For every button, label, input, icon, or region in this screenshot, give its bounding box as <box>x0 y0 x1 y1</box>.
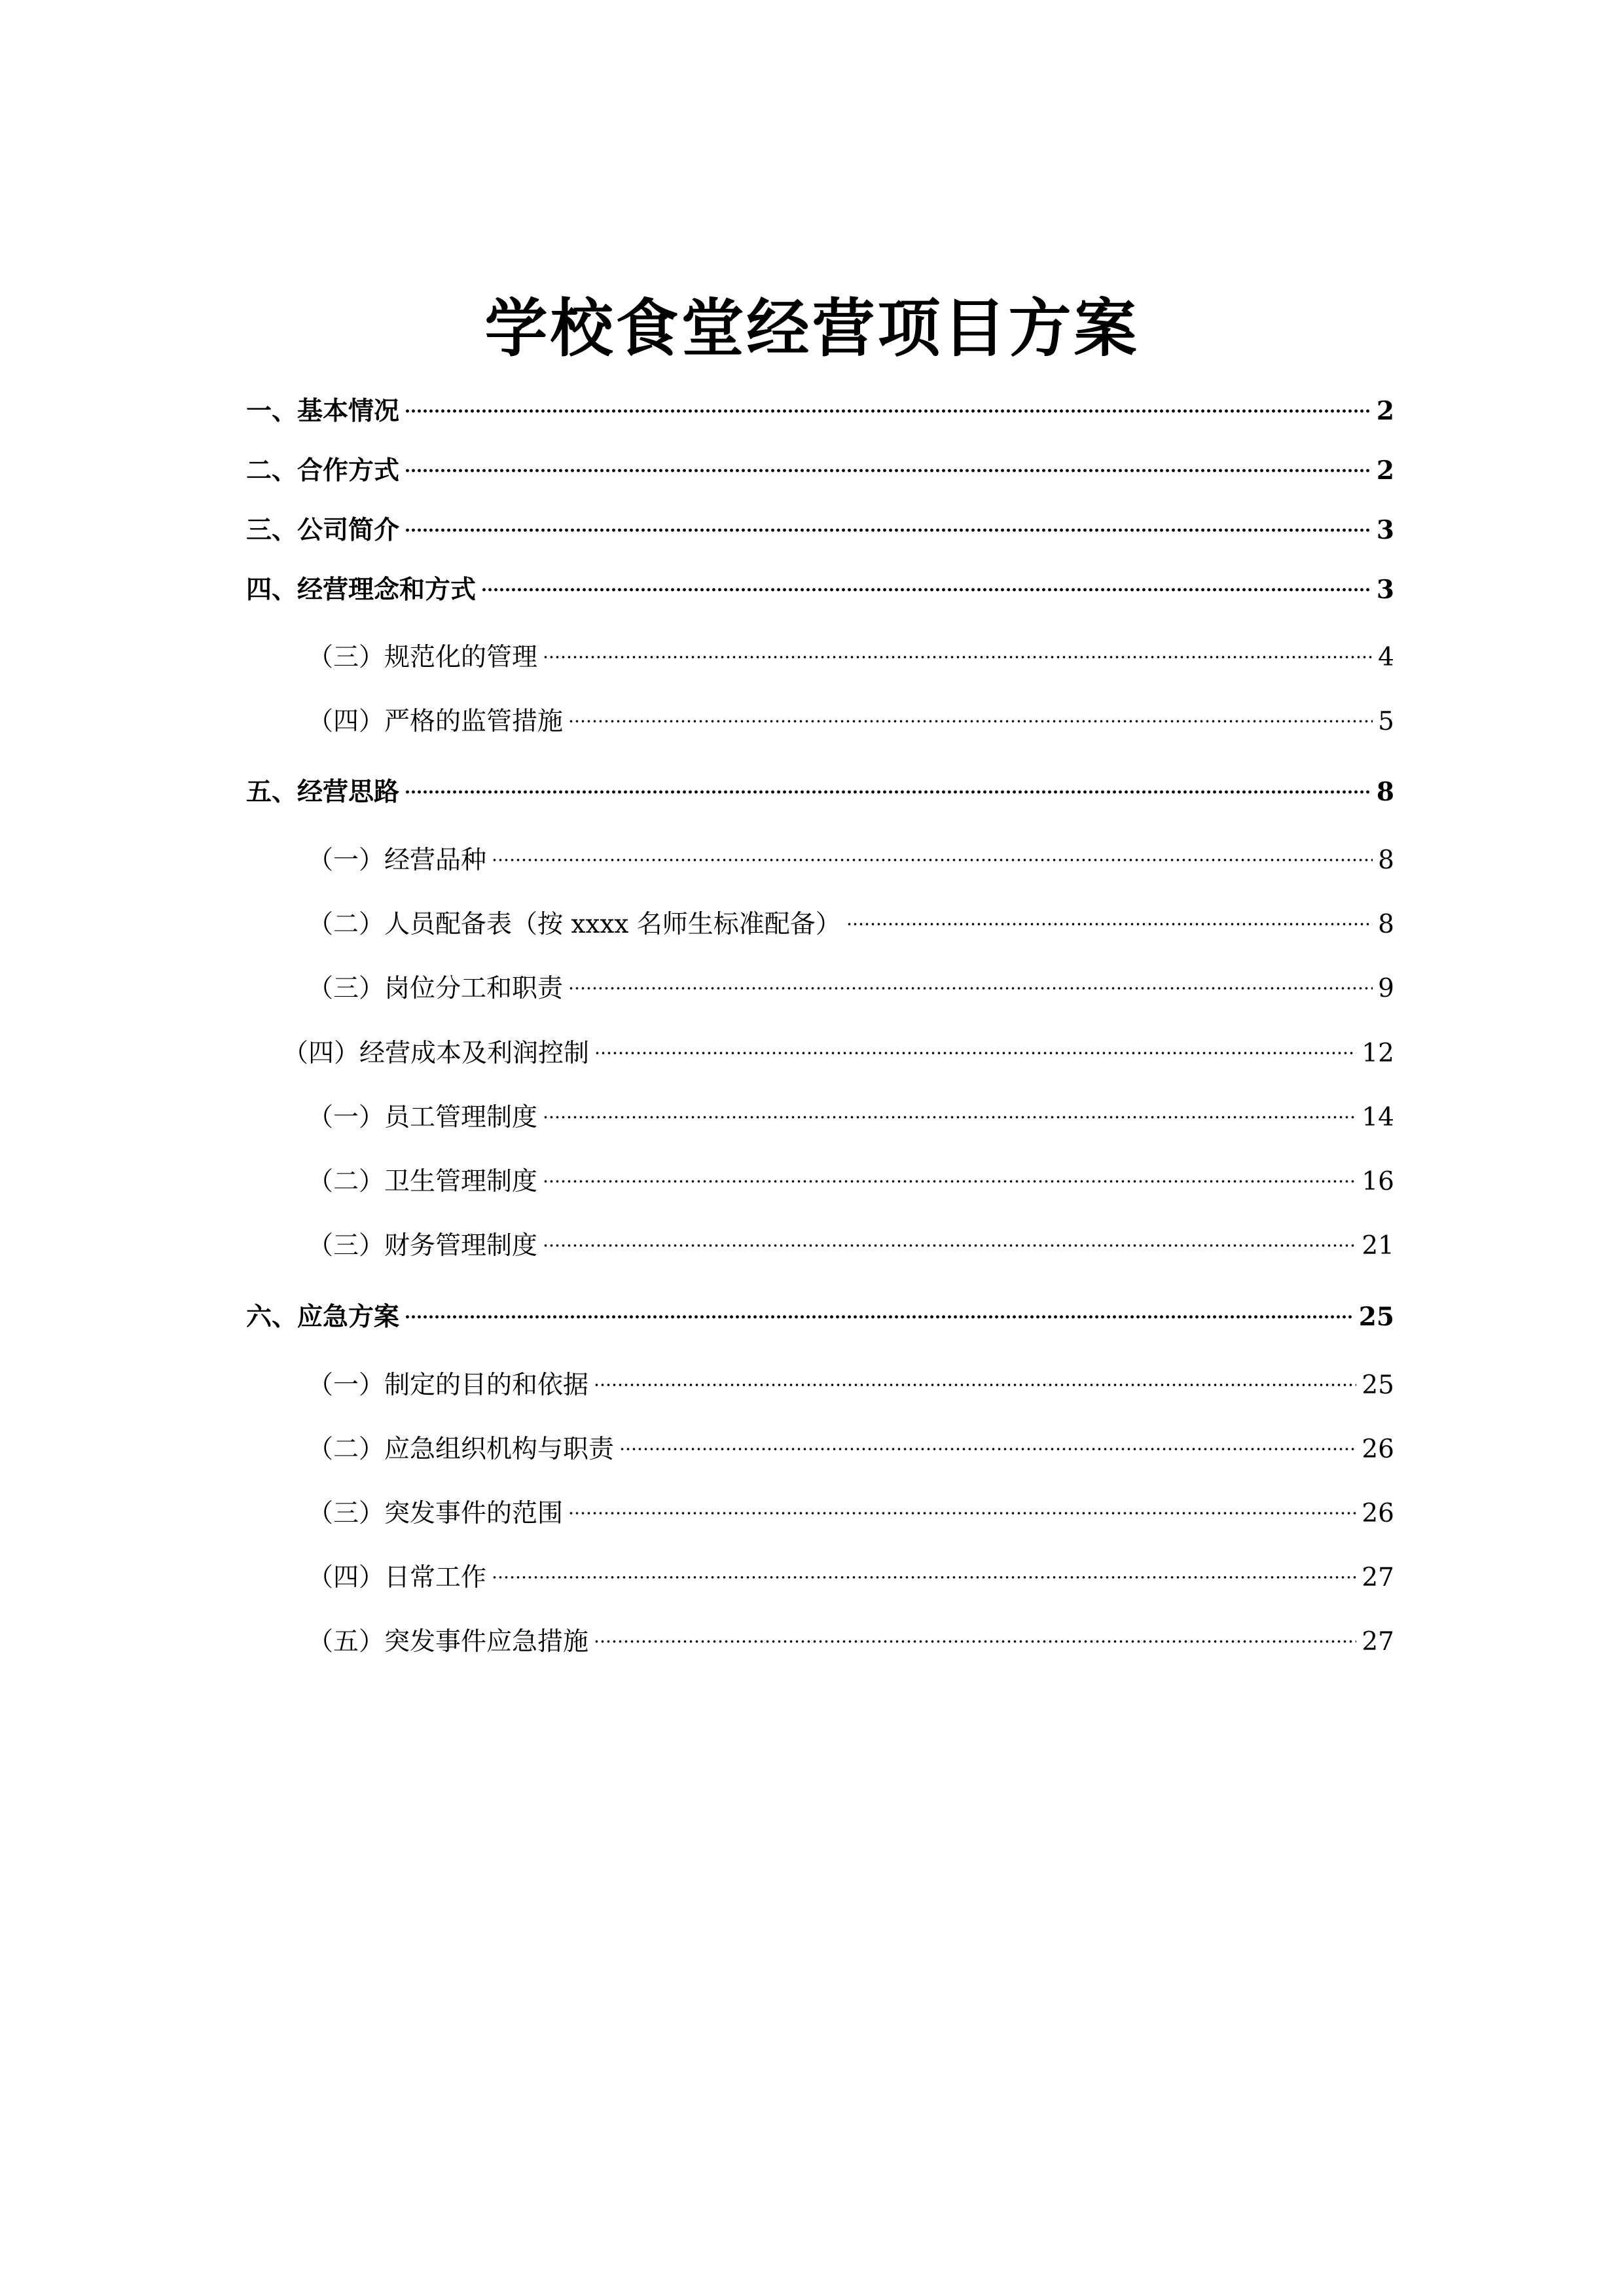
toc-entry-page: 25 <box>1358 1302 1394 1332</box>
toc-entry-label: （二）应急组织机构与职责 <box>308 1435 615 1464</box>
toc-entry-label: （五）突发事件应急措施 <box>308 1627 589 1657</box>
toc-entry[interactable] <box>308 905 1394 944</box>
toc-entry-page: 2 <box>1376 396 1394 426</box>
toc-entry-page: 26 <box>1362 1435 1394 1464</box>
toc-entry-page: 9 <box>1378 974 1394 1003</box>
toc-entry-label: （三）财务管理制度 <box>308 1231 538 1261</box>
toc-entry-label: （三）突发事件的范围 <box>308 1499 564 1528</box>
toc-entry[interactable] <box>308 841 1394 880</box>
toc-entry[interactable] <box>246 1297 1394 1336</box>
toc-leader-dots <box>619 1446 1356 1452</box>
toc-entry-page: 2 <box>1376 456 1394 486</box>
toc-entry-page: 8 <box>1376 777 1394 807</box>
toc-entry-page: 27 <box>1362 1627 1394 1657</box>
toc-entry-page: 21 <box>1362 1231 1394 1261</box>
toc-entry-label: 三、公司简介 <box>246 515 400 545</box>
toc-entry-label: 二、合作方式 <box>246 456 400 486</box>
toc-leader-dots <box>492 1574 1356 1581</box>
toc-entry-page: 16 <box>1362 1167 1394 1196</box>
toc-entry-label: 六、应急方案 <box>246 1302 400 1332</box>
toc-entry[interactable] <box>246 570 1394 609</box>
toc-entry-label: （三）规范化的管理 <box>308 643 538 672</box>
toc-entry[interactable] <box>308 638 1394 677</box>
toc-entry-page: 25 <box>1362 1371 1394 1400</box>
toc-entry-label: 五、经营思路 <box>246 777 400 807</box>
toc-leader-dots <box>846 921 1373 927</box>
toc-entry-label: （一）制定的目的和依据 <box>308 1371 589 1400</box>
toc-entry[interactable] <box>308 1098 1394 1138</box>
toc-leader-dots <box>405 789 1371 795</box>
toc-entry[interactable] <box>308 1162 1394 1202</box>
toc-leader-dots <box>405 527 1371 533</box>
toc-entry[interactable] <box>308 1430 1394 1469</box>
toc-entry-page: 27 <box>1362 1563 1394 1592</box>
toc-entry[interactable] <box>308 702 1394 742</box>
toc-leader-dots <box>543 654 1373 660</box>
toc-entry[interactable] <box>308 969 1394 1009</box>
toc-entry[interactable] <box>283 1034 1394 1073</box>
toc-entry-label: （四）严格的监管措施 <box>308 707 564 736</box>
toc-entry[interactable] <box>308 1558 1394 1598</box>
toc-leader-dots <box>568 1510 1356 1516</box>
toc-entry-page: 3 <box>1376 575 1394 605</box>
toc-entry-page: 3 <box>1376 515 1394 545</box>
toc-leader-dots <box>481 586 1371 593</box>
toc-leader-dots <box>568 985 1373 992</box>
toc-leader-dots <box>594 1050 1356 1056</box>
toc-entry[interactable] <box>308 1366 1394 1405</box>
toc-leader-dots <box>543 1242 1356 1249</box>
toc-entry[interactable] <box>246 772 1394 812</box>
toc-entry-label: （三）岗位分工和职责 <box>308 974 564 1003</box>
toc-entry-label: 一、基本情况 <box>246 396 400 426</box>
toc-entry-label: （一）员工管理制度 <box>308 1103 538 1132</box>
toc-leader-dots <box>568 718 1373 725</box>
toc-leader-dots <box>492 857 1373 863</box>
toc-entry[interactable] <box>308 1623 1394 1662</box>
toc-entry-page: 14 <box>1362 1103 1394 1132</box>
toc-entry[interactable] <box>308 1227 1394 1266</box>
toc-entry-label: （一）经营品种 <box>308 846 487 875</box>
toc-leader-dots <box>405 408 1371 414</box>
toc-leader-dots <box>543 1114 1356 1121</box>
toc-leader-dots <box>405 1314 1354 1320</box>
toc-entry[interactable] <box>308 1494 1394 1534</box>
document-title: 学校食堂经营项目方案 <box>484 291 1140 366</box>
toc-entry[interactable] <box>246 451 1394 490</box>
toc-entry-label: （二）卫生管理制度 <box>308 1167 538 1196</box>
toc-entry-label: （四）经营成本及利润控制 <box>283 1039 590 1068</box>
toc-entry-page: 8 <box>1378 910 1394 939</box>
toc-entry-page: 4 <box>1378 643 1394 672</box>
toc-entry-page: 26 <box>1362 1499 1394 1528</box>
toc-entry-label: 四、经营理念和方式 <box>246 575 477 605</box>
toc-leader-dots <box>543 1178 1356 1185</box>
toc-entry-page: 8 <box>1378 846 1394 875</box>
toc-leader-dots <box>405 467 1371 474</box>
toc-entry-page: 12 <box>1362 1039 1394 1068</box>
toc-entry-page: 5 <box>1378 707 1394 736</box>
toc-entry[interactable] <box>246 511 1394 550</box>
toc-leader-dots <box>594 1638 1356 1645</box>
toc-leader-dots <box>594 1382 1356 1388</box>
toc-entry-label: （二）人员配备表（按 xxxx 名师生标准配备） <box>308 910 841 939</box>
toc-entry-label: （四）日常工作 <box>308 1563 487 1592</box>
toc-entry[interactable] <box>246 391 1394 431</box>
